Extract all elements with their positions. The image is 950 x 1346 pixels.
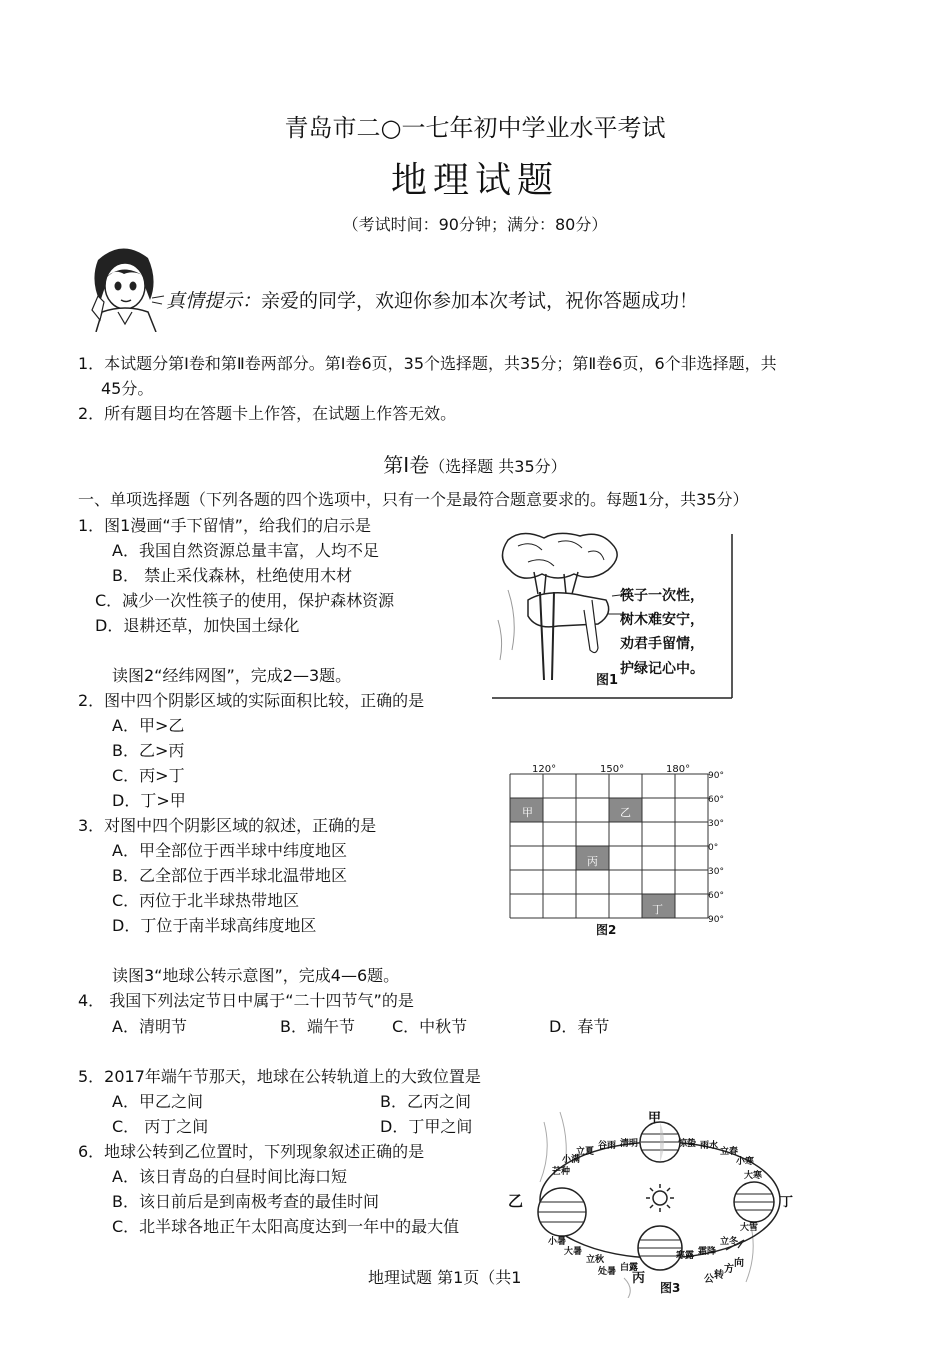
- term-yushui: 雨水: [700, 1141, 719, 1151]
- region-ding-label: 丁: [652, 903, 663, 916]
- q4-option-a: A．清明节: [112, 1017, 187, 1036]
- q3-stem: 3．对图中四个阴影区域的叙述，正确的是: [78, 816, 377, 835]
- q4-option-d: D．春节: [549, 1017, 610, 1036]
- region-yi-label: 乙: [620, 806, 631, 819]
- q2-option-b: B．乙>丙: [112, 741, 185, 760]
- lat-label-60s: 60°: [708, 891, 724, 901]
- term-shuangjiang: 霜降: [698, 1247, 717, 1257]
- term-chushu: 处暑: [598, 1267, 617, 1277]
- instruction-1: 1．本试题分第Ⅰ卷和第Ⅱ卷两部分。第Ⅰ卷6页，35个选择题，共35分；第Ⅱ卷6页，6个非选择题，共: [78, 354, 777, 373]
- tip-label: 真情提示：: [166, 290, 262, 312]
- term-guyu: 谷雨: [598, 1141, 617, 1151]
- instruction-1-cont: 45分。: [101, 379, 154, 398]
- region-jia-label: 甲: [522, 806, 533, 819]
- figure-1-poem-line-3: 劝君手留情，: [620, 636, 704, 652]
- tip-text: 亲爱的同学，欢迎你参加本次考试，祝你答题成功！: [261, 290, 699, 312]
- subject-title: 地理试题: [390, 160, 559, 201]
- q4-option-c: C．中秋节: [392, 1017, 468, 1036]
- q1-option-c: C．减少一次性筷子的使用，保护森林资源: [95, 591, 395, 610]
- q6-option-a: A．该日青岛的白昼时间比海口短: [112, 1167, 347, 1186]
- q5-option-b: B．乙丙之间: [380, 1092, 471, 1111]
- direction-char-4: 向: [734, 1258, 744, 1269]
- figure-2-caption: 图2: [596, 923, 617, 937]
- lat-label-30s: 30°: [708, 867, 724, 877]
- student-mascot-illustration: [78, 240, 166, 332]
- term-liqiu: 立秋: [586, 1255, 605, 1265]
- read-prompt-fig2: 读图2“经纬网图”，完成2—3题。: [112, 666, 352, 685]
- q1-option-b: B． 禁止采伐森林，杜绝使用木材: [112, 566, 353, 585]
- term-dahan: 大寒: [744, 1171, 763, 1181]
- earth-bing-icon: [638, 1226, 682, 1270]
- term-xiaoman: 小满: [562, 1155, 581, 1165]
- tip-line: [166, 286, 698, 313]
- figure-2-graticule: [500, 758, 736, 938]
- term-xiaoshu: 小暑: [548, 1237, 567, 1247]
- q3-option-b: B．乙全部位于西半球北温带地区: [112, 866, 347, 885]
- figure-1-caption: 图1: [596, 673, 619, 688]
- q1-stem: 1．图1漫画“手下留情”，给我们的启示是: [78, 516, 371, 535]
- figure-1-poem-line-1: 筷子一次性，: [620, 588, 704, 604]
- earth-jia-icon: [640, 1122, 680, 1162]
- term-hanlu: 寒露: [676, 1251, 695, 1261]
- term-qingming: 清明: [620, 1139, 639, 1149]
- lat-label-30n: 30°: [708, 819, 724, 829]
- lat-label-90s: 90°: [708, 915, 724, 925]
- direction-char-3: 方: [724, 1264, 734, 1275]
- q3-option-d: D．丁位于南半球高纬度地区: [112, 916, 317, 935]
- term-lixia: 立夏: [576, 1147, 595, 1157]
- q5-option-a: A．甲乙之间: [112, 1092, 203, 1111]
- term-mangzhong: 芒种: [552, 1167, 571, 1177]
- q1-option-a: A．我国自然资源总量丰富，人均不足: [112, 541, 379, 560]
- direction-char-2: 转: [714, 1270, 724, 1281]
- q6-stem: 6．地球公转到乙位置时，下列现象叙述正确的是: [78, 1142, 425, 1161]
- q6-option-b: B．该日前后是到南极考查的最佳时间: [112, 1192, 379, 1211]
- position-yi-label: 乙: [508, 1192, 524, 1210]
- figure-3-earth-revolution: [500, 1102, 800, 1298]
- q5-option-c: C． 丙丁之间: [112, 1117, 209, 1136]
- position-jia-label: 甲: [648, 1111, 662, 1126]
- page-footer: 地理试题 第1页（共1: [368, 1268, 522, 1287]
- earth-yi-icon: [538, 1188, 586, 1236]
- lat-label-0: 0°: [708, 843, 719, 853]
- q2-stem: 2．图中四个阴影区域的实际面积比较，正确的是: [78, 691, 425, 710]
- q3-option-c: C．丙位于北半球热带地区: [112, 891, 300, 910]
- position-ding-label: 丁: [780, 1195, 794, 1210]
- direction-char-1: 公: [704, 1274, 714, 1285]
- exam-info: （考试时间：90分钟；满分：80分）: [342, 215, 608, 234]
- q6-option-c: C．北半球各地正午太阳高度达到一年中的最大值: [112, 1217, 460, 1236]
- position-bing-label: 丙: [632, 1271, 646, 1286]
- q4-stem: 4． 我国下列法定节日中属于“二十四节气”的是: [78, 991, 414, 1010]
- read-prompt-fig3: 读图3“地球公转示意图”，完成4—6题。: [112, 966, 400, 985]
- term-jingzhe: 惊蛰: [678, 1139, 697, 1149]
- part-title: 一、单项选择题（下列各题的四个选项中，只有一个是最符合题意要求的。每题1分，共35分）: [78, 490, 749, 509]
- lat-label-60n: 60°: [708, 795, 724, 805]
- q2-option-d: D．丁>甲: [112, 791, 186, 810]
- q5-option-d: D．丁甲之间: [380, 1117, 473, 1136]
- sun-icon: [646, 1184, 674, 1212]
- figure-1-cartoon: [488, 530, 736, 702]
- instruction-2: 2．所有题目均在答题卡上作答，在试题上作答无效。: [78, 404, 457, 423]
- figure-1-poem-line-2: 树木难安宁，: [620, 612, 704, 628]
- term-daxue: 大雪: [740, 1223, 759, 1233]
- figure-3-caption: 图3: [660, 1281, 681, 1295]
- term-bailu: 白露: [620, 1263, 639, 1273]
- term-lichun: 立春: [720, 1147, 739, 1157]
- term-xiaohan: 小寒: [736, 1157, 755, 1167]
- q1-option-d: D．退耕还草，加快国土绿化: [95, 616, 300, 635]
- q4-option-b: B．端午节: [280, 1017, 355, 1036]
- section-note: （选择题 共35分）: [429, 457, 567, 476]
- lon-label-180: 180°: [666, 764, 691, 775]
- term-dashu: 大暑: [564, 1247, 583, 1257]
- earth-ding-icon: [734, 1182, 774, 1222]
- q2-option-c: C．丙>丁: [112, 766, 185, 785]
- term-lidong: 立冬: [720, 1237, 739, 1247]
- lon-label-120: 120°: [532, 764, 557, 775]
- q5-stem: 5．2017年端午节那天，地球在公转轨道上的大致位置是: [78, 1067, 481, 1086]
- q2-option-a: A．甲>乙: [112, 716, 185, 735]
- section-title: 第Ⅰ卷: [383, 453, 430, 477]
- region-bing-label: 丙: [587, 855, 598, 868]
- exam-title: 青岛市二○一七年初中学业水平考试: [284, 114, 666, 142]
- figure-1-poem-line-4: 护绿记心中。: [620, 661, 704, 677]
- q3-option-a: A．甲全部位于西半球中纬度地区: [112, 841, 347, 860]
- lat-label-90n: 90°: [708, 771, 724, 781]
- section-heading: [0, 449, 950, 478]
- lon-label-150: 150°: [600, 764, 625, 775]
